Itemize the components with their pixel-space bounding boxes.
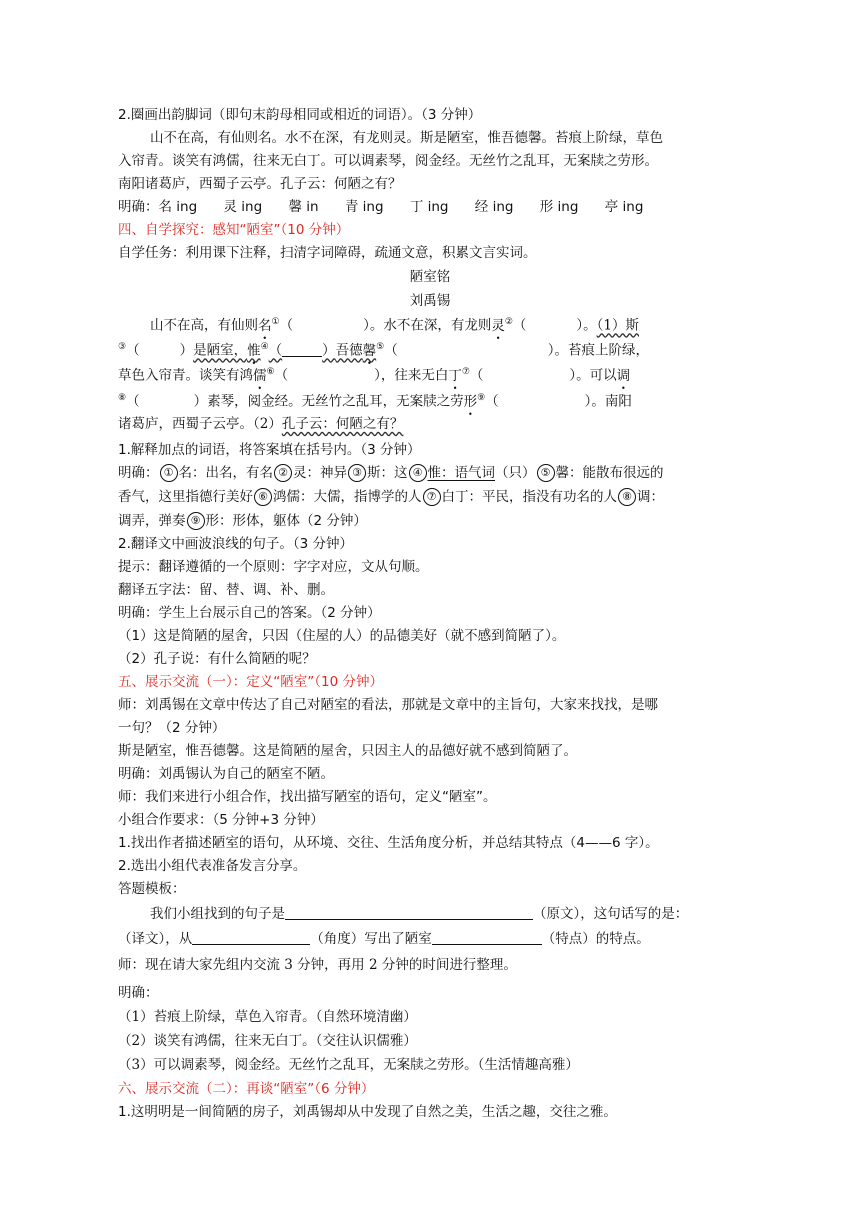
note-number: ⑧ [118, 393, 127, 403]
question-1: 1.解释加点的词语，将答案填在括号内。（3 分钟） [118, 442, 421, 458]
poem-line-2: 入帘青。谈笑有鸿儒，往来无白丁。可以调素琴，阅金经。无丝竹之乱耳，无案牍之劳形。 [118, 153, 658, 169]
section-heading-5: 五、展示交流（一）：定义“陋室”（10 分钟） [118, 674, 383, 690]
translation-1: （1）这是简陋的屋舍，只因（住屋的人）的品德美好（就不感到简陋了）。 [118, 628, 566, 644]
group-requirement: 小组合作要求：（5 分钟+3 分钟） [118, 812, 324, 828]
answer-1-line-2 [118, 487, 664, 507]
template-text: （特点）的特点。 [541, 931, 650, 947]
poem-text: 素琴，阅金经。无丝竹之乱耳，无案牍之劳 [207, 393, 464, 410]
group-answer-2: （2）谈笑有鸿儒，往来无白丁。（交往认识儒雅） [118, 1033, 417, 1049]
poem-text: 。苔痕上阶绿， [554, 342, 649, 359]
answer-1-line-3 [118, 511, 367, 531]
poem-line-1: 山不在高，有仙则名。水不在深，有龙则灵。斯是陋室，惟吾德馨。苔痕上阶绿，草色 [150, 130, 663, 146]
poem-text: 。 [583, 317, 597, 334]
template-text: （角度）写出了陋室 [310, 931, 432, 947]
poem-text: 山不在高，有仙则 [150, 317, 258, 334]
rhyme-task-title: 2.圈画出韵脚词（即句末韵母相同或相近的词语）。（3 分钟） [118, 107, 482, 123]
answer-blank[interactable] [398, 343, 548, 357]
self-study-task: 自学任务：利用课下注释，扫清字词障碍，疏通文意，积累文言实词。 [118, 245, 537, 261]
answer-blank[interactable] [483, 368, 569, 382]
template-text: 我们小组找到的句子是 [150, 906, 285, 922]
dotted-word: 形 [463, 393, 478, 410]
poem-line-3: 南阳诸葛庐，西蜀子云亭。孔子云：何陋之有？ [118, 176, 402, 192]
feature-blank[interactable] [432, 930, 542, 945]
question-2: 2.翻译文中画波浪线的句子。（3 分钟） [118, 536, 354, 552]
rhyme-word: 馨 in [288, 199, 319, 215]
poem-author: 刘禹锡 [409, 293, 451, 309]
wavy-sentence: 是陋室， [193, 342, 248, 359]
circled-number: ① [160, 464, 178, 482]
answer-text: 馨：能散布很远的 [555, 465, 664, 481]
group-answer-3: （3）可以调素琴，阅金经。无丝竹之乱耳，无案牍之劳形。（生活情趣高雅） [118, 1057, 579, 1073]
answer-label: 明确： [118, 465, 159, 481]
theme-answer: 明确：刘禹锡认为自己的陋室不陋。 [118, 766, 334, 782]
section-heading-4: 四、自学探究：感知“陋室”（10 分钟） [118, 222, 350, 238]
circled-number: ⑦ [423, 488, 441, 506]
rhyme-word: 经 ing [474, 199, 514, 215]
circled-number: ⑧ [618, 488, 636, 506]
poem-text: 。水不在深，有龙则 [369, 317, 492, 334]
dotted-word: 调 [616, 367, 631, 384]
requirement-2: 2.选出小组代表准备发言分享。 [118, 858, 307, 874]
poem-text-line-3: 草色入帘青。谈笑有鸿儒⑥（ ），往来无白丁⑦（ ）。可以调 [118, 367, 631, 384]
answer-text: 调弄，弹奏 [118, 513, 186, 529]
group-answer-1: （1）苔痕上阶绿，草色入帘青。（自然环境清幽） [118, 1009, 417, 1025]
dotted-word: 灵 [491, 317, 505, 334]
circled-number: ⑥ [254, 488, 272, 506]
template-text: （译文），从 [118, 931, 193, 947]
circled-number: ⑤ [537, 464, 555, 482]
note-number: ⑦ [461, 367, 470, 377]
answer-text: 香气，这里指德行美好 [118, 489, 253, 505]
original-sentence-blank[interactable] [285, 905, 533, 920]
answer-text: 鸿儒：大儒，指博学的人 [273, 489, 422, 505]
rhyme-word: 丁 ing [409, 199, 449, 215]
translation-method: 翻译五字法：留、替、调、补、删。 [118, 582, 334, 598]
section-heading-6: 六、展示交流（二）：再谈“陋室”（6 分钟） [118, 1081, 375, 1097]
answer-text: 灵：神异 [293, 465, 347, 481]
poem-text: 草色入帘青。谈笑有鸿 [118, 367, 253, 384]
answer-blank[interactable] [140, 394, 194, 408]
template-line-2 [118, 929, 650, 949]
answer-text: 调： [637, 489, 664, 505]
note-number: ⑤ [376, 342, 385, 352]
circled-number: ④ [409, 464, 427, 482]
note-number: ① [271, 317, 280, 327]
answer-text: 名：出名，有名 [178, 465, 273, 481]
note-number: ③ [118, 342, 127, 352]
requirement-1: 1.找出作者描述陋室的语句，从环境、交往、生活角度分析，并总结其特点（4——6 字）。 [118, 835, 659, 851]
wavy-sentence: （1）斯 [596, 317, 639, 334]
circled-number: ⑨ [187, 512, 205, 530]
answer-blank[interactable] [140, 343, 180, 357]
poem-text-line-5 [118, 414, 403, 434]
poem-title: 陋室铭 [409, 269, 451, 285]
rhyme-word: 名 ing [158, 199, 198, 215]
rhyme-word: 形 ing [539, 199, 579, 215]
answer-label-5: 明确： [118, 985, 159, 1001]
answer-text: 形：形体，躯体（2 分钟） [205, 513, 367, 529]
rhyme-word: 亭 ing [604, 199, 644, 215]
dotted-word: 馨 [362, 342, 377, 359]
answer-1-line-1 [118, 463, 664, 483]
poem-text-line-1: 山不在高，有仙则名①（ ）。水不在深，有龙则灵②（ ）。（1）斯 [150, 317, 639, 334]
poem-text: 诸葛庐，西蜀子云亭。（2） [118, 416, 282, 432]
answer-text: 斯：这 [367, 465, 408, 481]
teacher-line-4: 师：现在请大家先组内交流 3 分钟，再用 2 分钟的时间进行整理。 [118, 957, 517, 973]
template-text: （原文），这句话写的是： [533, 906, 689, 922]
answer-blank[interactable] [526, 318, 576, 332]
answer-blank[interactable] [288, 368, 374, 382]
circled-number: ② [274, 464, 292, 482]
circled-number: ③ [348, 464, 366, 482]
dotted-word: 惟 [247, 342, 261, 359]
section-6-line-1: 1.这明明是一间简陋的房子，刘禹锡却从中发现了自然之美，生活之趣，交往之雅。 [118, 1104, 617, 1120]
poem-text-line-2: ③（ ）是陋室，惟④（ ）吾德馨⑤（ ）。苔痕上阶绿， [118, 342, 649, 359]
teacher-line-2: 一句？（2 分钟） [118, 720, 226, 736]
dotted-word: 名 [258, 317, 272, 334]
answer-blank[interactable] [499, 394, 585, 408]
template-label: 答题模板： [118, 881, 186, 897]
angle-blank[interactable] [192, 930, 310, 945]
note-number: ② [504, 317, 513, 327]
rhyme-word: 灵 ing [223, 199, 263, 215]
wavy-sentence: 孔子云：何陋之有？ [281, 416, 404, 432]
theme-sentence: 斯是陋室，惟吾德馨。这是简陋的屋舍，只因主人的品德好就不感到简陋了。 [118, 743, 577, 759]
poem-text-line-4: ⑧（ ）素琴，阅金经。无丝竹之乱耳，无案牍之劳形⑨（ ）。南阳 [118, 393, 632, 410]
dotted-word: 儒 [253, 367, 267, 384]
teacher-line-3: 师：我们来进行小组合作，找出描写陋室的语句，定义“陋室”。 [118, 789, 497, 805]
answer-blank[interactable] [282, 342, 322, 357]
teacher-line-1: 师：刘禹锡在文章中传达了自己对陋室的看法，那就是文章中的主旨句，大家来找找，是哪 [118, 697, 658, 713]
dotted-word: 丁 [448, 367, 462, 384]
answer-text: 惟：语气词 [427, 465, 495, 481]
translation-2: （2）孔子说：有什么简陋的呢？ [118, 651, 316, 667]
rhyme-word: 青 ing [344, 199, 384, 215]
rhyme-answer [118, 197, 643, 217]
note-number: ⑨ [477, 393, 486, 403]
answer-text: （只） [495, 465, 536, 481]
note-number: ④ [260, 342, 269, 352]
note-number: ⑥ [266, 367, 275, 377]
answer-label: 明确： [118, 199, 159, 215]
poem-text: ，往来无白 [380, 367, 449, 384]
translation-tip: 提示：翻译遵循的一个原则：字字对应，文从句顺。 [118, 559, 429, 575]
poem-text: 。南阳 [591, 393, 632, 410]
template-line-1 [150, 904, 688, 924]
wavy-sentence: 吾德 [335, 342, 363, 359]
answer-blank[interactable] [293, 318, 363, 332]
answer-text: 白丁：平民，指没有功名的人 [441, 489, 617, 505]
answer-2: 明确：学生上台展示自己的答案。（2 分钟） [118, 605, 381, 621]
